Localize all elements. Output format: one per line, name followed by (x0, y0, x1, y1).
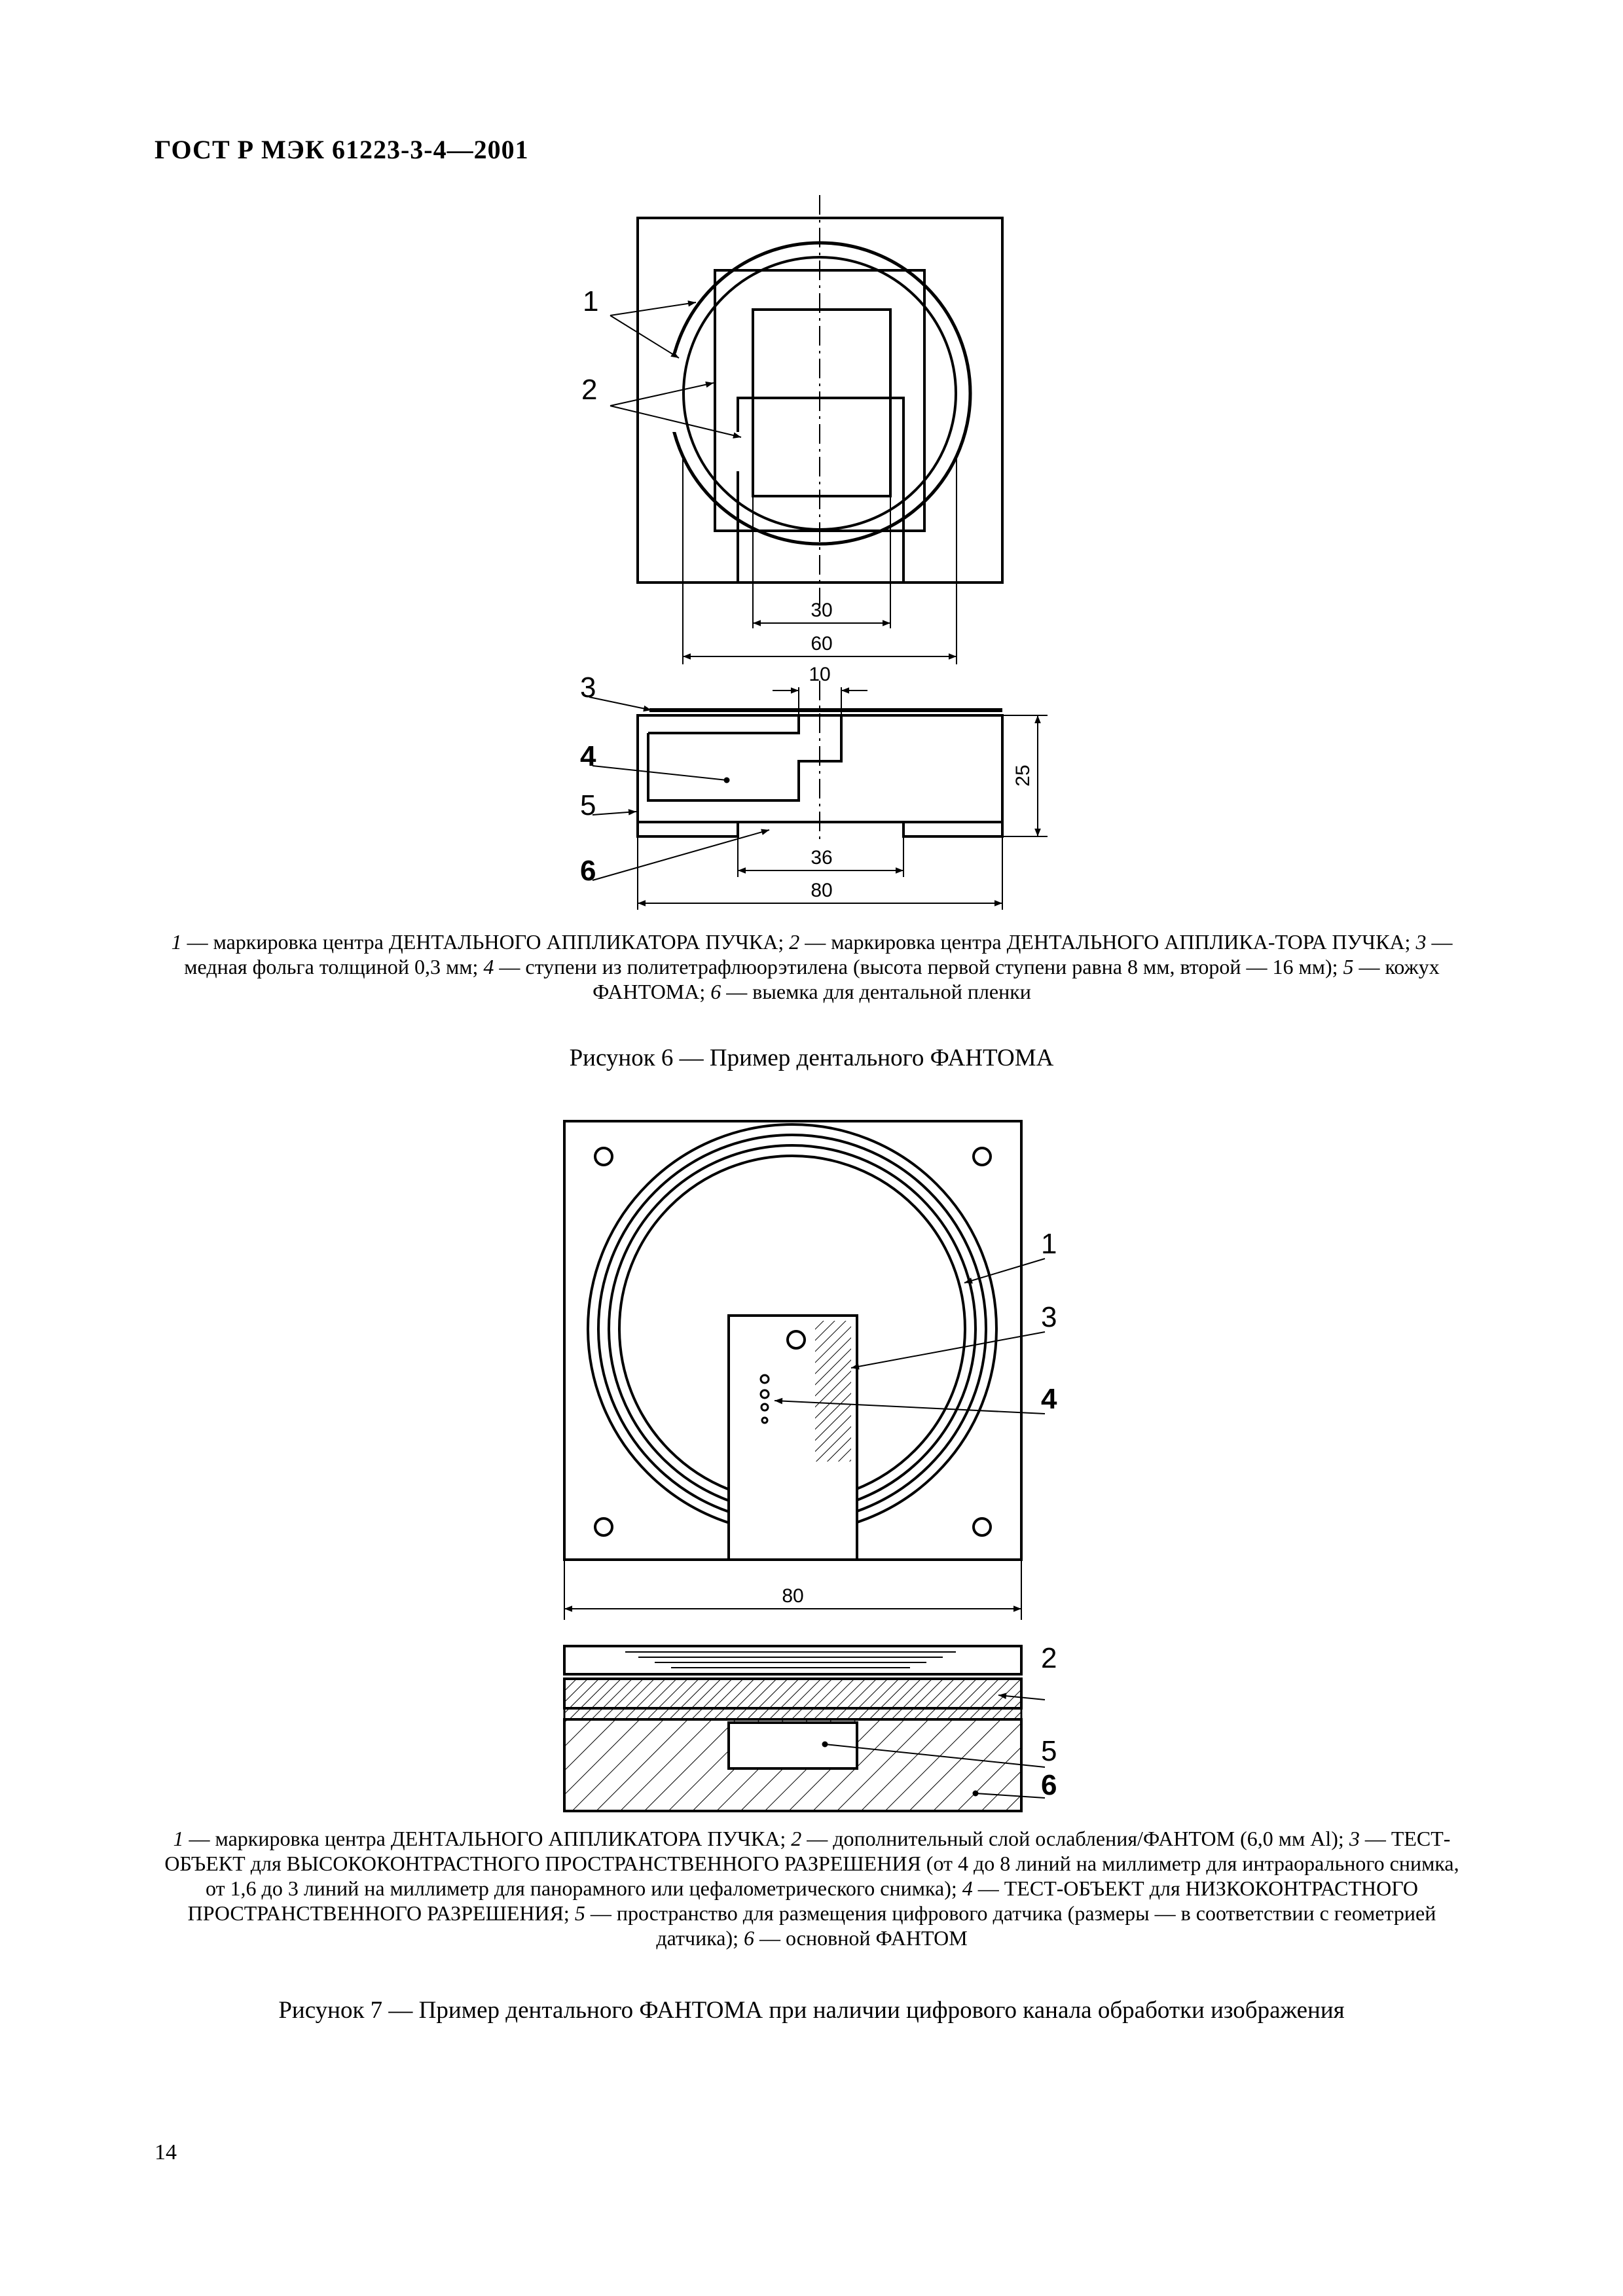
fig7-label-4: 4 (1041, 1383, 1057, 1415)
legend-7-num-6: 6 (744, 1926, 754, 1950)
document-header: ГОСТ Р МЭК 61223-3-4—2001 (155, 135, 529, 164)
legend-6-num-6: 6 (710, 980, 721, 1003)
legend-7-text-5: — пространство для размещения цифрового датчика (размеры — в соответствии с геометрией датчика); (585, 1901, 1436, 1950)
legend-6-text-3: — медная фольга толщиной 0,3 мм; (184, 930, 1453, 978)
legend-7-num-5: 5 (574, 1901, 585, 1925)
fig6-label-2: 2 (581, 374, 598, 406)
fig6-label-6: 6 (580, 855, 596, 887)
legend-6-num-4: 4 (483, 955, 494, 978)
fig7-label-3: 3 (1041, 1301, 1057, 1333)
figure-6-drawing (0, 0, 1623, 916)
mount-hole-tl (595, 1148, 612, 1165)
legend-6-num-1: 1 (171, 930, 182, 954)
dim-80-fig7: 80 (782, 1585, 804, 1607)
figure-6-legend (155, 929, 1469, 1004)
legend-7-text-2: — дополнительный слой ослабления/ФАНТОМ (6,0 мм Al); (801, 1827, 1349, 1850)
mount-hole-bl (595, 1518, 612, 1535)
sensor-holder (729, 1316, 857, 1560)
legend-7-text-4: — ТЕСТ-ОБЪЕКТ для НИЗКОКОНТРАСТНОГО ПРОСТРАНСТВЕННОГО РАЗРЕШЕНИЯ; (187, 1876, 1419, 1925)
fig7-label-1: 1 (1041, 1228, 1057, 1260)
fig6-label-3: 3 (580, 672, 596, 704)
legend-6-text-4: — ступени из политетрафлюорэтилена (высота первой ступени равна 8 мм, второй — 16 мм); (494, 955, 1343, 978)
sensor-space (729, 1723, 857, 1768)
legend-6-text-6: — выемка для дентальной пленки (721, 980, 1031, 1003)
lowcontrast-3 (761, 1404, 768, 1410)
legend-7-text-1: — маркировка центра ДЕНТАЛЬНОГО АППЛИКАТОРА ПУЧКА; (183, 1827, 792, 1850)
base-phantom (564, 1719, 1021, 1811)
top-plate (564, 1646, 1021, 1674)
legend-7-num-2: 2 (791, 1827, 802, 1850)
inner-rect-lower (738, 398, 903, 583)
figure-7-title: Рисунок 7 — Пример дентального ФАНТОМА при наличии цифрового канала обработки изображения (278, 1997, 1345, 2024)
attenuation-layer (564, 1679, 1021, 1708)
marking-ring-2 (598, 1135, 986, 1522)
legend-6-text-1: — маркировка центра ДЕНТАЛЬНОГО АППЛИКАТОРА ПУЧКА; (181, 930, 790, 954)
fig6-label-5: 5 (580, 789, 596, 821)
figure-6-title: Рисунок 6 — Пример дентального ФАНТОМА (569, 1045, 1054, 1071)
page-number: 14 (155, 2140, 177, 2164)
legend-7-num-4: 4 (962, 1876, 973, 1900)
dim-80: 80 (811, 880, 833, 901)
legend-7-text-3: — ТЕСТ-ОБЪЕКТ для ВЫСОКОКОНТРАСТНОГО ПРОСТРАНСТВЕННОГО РАЗРЕШЕНИЯ (от 4 до 8 линий на миллиметр для интраорального снимка, от 1,6 до 3 линий на миллиметр для панорамного или цефалометрического снимка); (164, 1827, 1459, 1900)
fig7-label-6: 6 (1041, 1769, 1057, 1801)
mount-hole-br (974, 1518, 991, 1535)
legend-6-num-2: 2 (789, 930, 800, 954)
legend-6-num-5: 5 (1343, 955, 1354, 978)
ptfe-steps (648, 715, 841, 800)
legend-7-num-3: 3 (1349, 1827, 1360, 1850)
inner-rect-upper (753, 310, 890, 496)
legend-6-text-5: — кожух ФАНТОМА; (593, 955, 1440, 1003)
lowcontrast-1 (761, 1375, 769, 1383)
fig7-label-2: 2 (1041, 1642, 1057, 1674)
fig6-label-1: 1 (583, 285, 599, 317)
fig6-label-4: 4 (580, 740, 596, 772)
marking-ring-1 (588, 1124, 996, 1533)
lowcontrast-4 (762, 1418, 767, 1423)
legend-6-text-2: — маркировка центра ДЕНТАЛЬНОГО АППЛИКА-ТОРА ПУЧКА; (799, 930, 1416, 954)
lowcontrast-2 (761, 1390, 769, 1398)
fig7-label-5: 5 (1041, 1735, 1057, 1767)
marking-ring-3 (609, 1145, 976, 1512)
film-slot (738, 827, 903, 840)
legend-7-num-1: 1 (173, 1827, 184, 1850)
phantom7-outline (564, 1121, 1021, 1560)
legend-7-text-6: — основной ФАНТОМ (754, 1926, 968, 1950)
dim-30: 30 (811, 600, 833, 621)
dim-10: 10 (809, 664, 831, 685)
figure-7-legend (155, 1826, 1469, 1950)
marking-ring-4 (619, 1156, 965, 1501)
bar-pattern (815, 1321, 851, 1462)
legend-6-num-3: 3 (1415, 930, 1427, 954)
dim-36: 36 (811, 847, 833, 869)
mount-hole-tr (974, 1148, 991, 1165)
dim-60: 60 (811, 633, 833, 655)
large-hole (788, 1331, 805, 1348)
dim-25: 25 (1012, 764, 1034, 787)
